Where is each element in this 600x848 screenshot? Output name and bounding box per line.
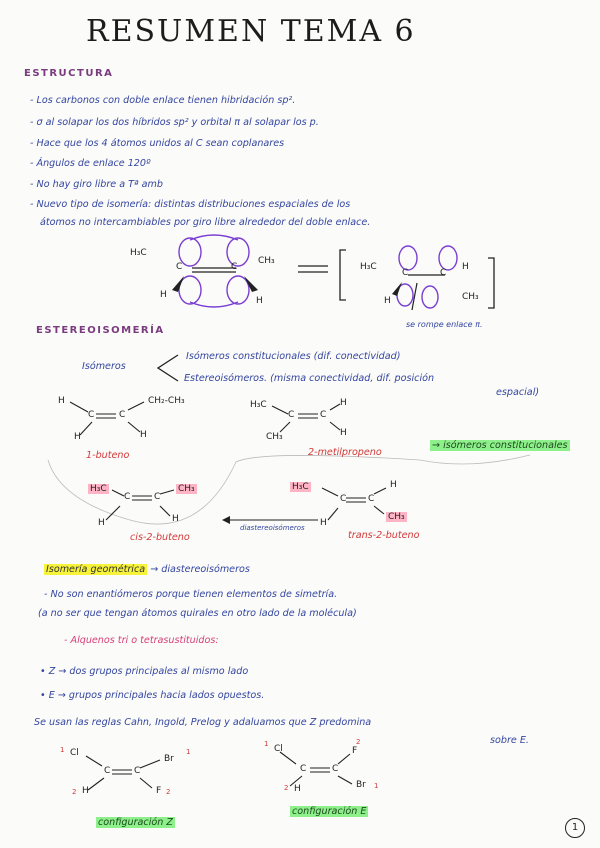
cis-c1: C [124, 492, 131, 502]
label-cis-2-buteno: cis-2-buteno [130, 532, 190, 543]
geom-rules-1: Se usan las reglas Cahn, Ingold, Prelog y adaluamos que Z predomina [34, 717, 372, 728]
mol-left-c2: C [231, 262, 238, 272]
cis-c2: C [154, 492, 161, 502]
geom-e-line: • E → grupos principales hacia lados opuestos. [40, 690, 265, 701]
trans-h3c-text: H₃C [292, 482, 309, 492]
trans-h1: H [390, 480, 397, 490]
e-num-2a: 2 [356, 738, 361, 746]
mol-right-h1: H [462, 262, 469, 272]
z-num-1b: 1 [186, 748, 191, 756]
geom-subhead: - Alquenos tri o tetrasustituidos: [64, 635, 219, 646]
estructura-line-1: - Los carbonos con doble enlace tienen hibridación sp². [30, 95, 296, 106]
page-title: RESUMEN TEMA 6 [86, 14, 416, 49]
label-trans-2-buteno: trans-2-buteno [348, 530, 420, 541]
mol-left-c1: C [176, 262, 183, 272]
z-br: Br [164, 754, 174, 764]
e-br: Br [356, 780, 366, 790]
estructura-line-6: - Nuevo tipo de isomería: distintas distribuciones espaciales de los [30, 199, 351, 210]
geom-z-line: • Z → dos grupos principales al mismo lado [40, 666, 249, 677]
conf-z-text: configuración Z [98, 817, 173, 828]
z-c1: C [104, 766, 111, 776]
label-1-buteno: 1-buteno [86, 450, 130, 461]
note-constitucionales-text: → isómeros constitucionales [432, 440, 568, 451]
conf-e-text: configuración E [292, 806, 367, 817]
branch-constitucionales: Isómeros constitucionales (dif. conectividad) [186, 351, 401, 362]
cis-h1: H [98, 518, 105, 528]
cis-h3c-text: H₃C [90, 484, 107, 494]
z-h: H [82, 786, 89, 796]
e-c2: C [332, 764, 339, 774]
page-number: 1 [565, 818, 585, 838]
z-f: F [156, 786, 162, 796]
heading-estructura: ESTRUCTURA [24, 68, 114, 79]
geom-label: Isomería geométrica [46, 564, 146, 575]
mol-left-h2: H [256, 296, 263, 306]
estructura-line-2: - σ al solapar los dos híbridos sp² y orbital π al solapar los p. [30, 117, 319, 128]
estructura-line-5: - No hay giro libre a Tª amb [30, 179, 163, 190]
e-cl: Cl [274, 744, 283, 754]
note-rompe-pi: se rompe enlace π. [406, 320, 483, 329]
z-c2: C [134, 766, 141, 776]
metil-ch3: CH₃ [266, 432, 283, 442]
trans-c2: C [368, 494, 375, 504]
z-num-1a: 1 [60, 746, 65, 754]
note-constitucionales [430, 440, 570, 451]
e-f: F [352, 746, 358, 756]
buteno-h2: H [74, 432, 81, 442]
buteno-c2: C [119, 410, 126, 420]
mol-right-h2: H [384, 296, 391, 306]
metil-h1: H [340, 398, 347, 408]
buteno-c1: C [88, 410, 95, 420]
mol-right-c2: C [440, 268, 447, 278]
cis-ch3 [176, 484, 197, 494]
geom-row [44, 564, 250, 575]
estructura-line-7: átomos no intercambiables por giro libre alrededor del doble enlace. [40, 217, 371, 228]
trans-ch3-text: CH₃ [388, 512, 405, 522]
z-cl: Cl [70, 748, 79, 758]
mol-right-h3c: H₃C [360, 262, 377, 272]
trans-h2: H [320, 518, 327, 528]
conf-e-label [290, 806, 368, 817]
metil-c2: C [320, 410, 327, 420]
mol-right-ch3: CH₃ [462, 292, 479, 302]
label-diastereoisomeros: diastereoisómeros [240, 524, 305, 532]
buteno-h3: H [140, 430, 147, 440]
cis-h3c [88, 484, 109, 494]
trans-c1: C [340, 494, 347, 504]
e-c1: C [300, 764, 307, 774]
metil-h2: H [340, 428, 347, 438]
z-num-2a: 2 [72, 788, 77, 796]
isomeros-label: Isómeros [82, 361, 126, 372]
metil-h3c: H₃C [250, 400, 267, 410]
geom-arrow: → diastereoisómeros [150, 564, 250, 575]
geom-line-2: (a no ser que tengan átomos quirales en otro lado de la molécula) [38, 608, 357, 619]
buteno-h1: H [58, 396, 65, 406]
estructura-line-3: - Hace que los 4 átomos unidos al C sean coplanares [30, 138, 285, 149]
geom-rules-2: sobre E. [490, 735, 529, 746]
mol-left-ch3: CH₃ [258, 256, 275, 266]
heading-estereoisomeria: ESTEREOISOMERÍA [36, 325, 165, 336]
mol-left-h1: H [160, 290, 167, 300]
geom-line-1: - No son enantiómeros porque tienen elementos de simetría. [44, 589, 338, 600]
e-h: H [294, 784, 301, 794]
label-2-metilpropeno: 2-metilpropeno [308, 447, 382, 458]
e-num-1b: 1 [374, 782, 379, 790]
cis-ch3-text: CH₃ [178, 484, 195, 494]
metil-c1: C [288, 410, 295, 420]
mol-right-c1: C [402, 268, 409, 278]
cis-h2: H [172, 514, 179, 524]
estructura-line-4: - Ángulos de enlace 120º [30, 158, 151, 169]
branch-estereoisomeros: Estereoisómeros. (misma conectividad, dif. posición [184, 373, 435, 384]
conf-z-label [96, 817, 175, 828]
trans-h3c [290, 482, 311, 492]
branch-estereoisomeros-2: espacial) [496, 387, 540, 398]
z-num-2b: 2 [166, 788, 171, 796]
e-num-2b: 2 [284, 784, 289, 792]
mol-left-h3c: H₃C [130, 248, 147, 258]
e-num-1a: 1 [264, 740, 269, 748]
trans-ch3 [386, 512, 407, 522]
buteno-ch2ch3: CH₂-CH₃ [148, 396, 185, 406]
